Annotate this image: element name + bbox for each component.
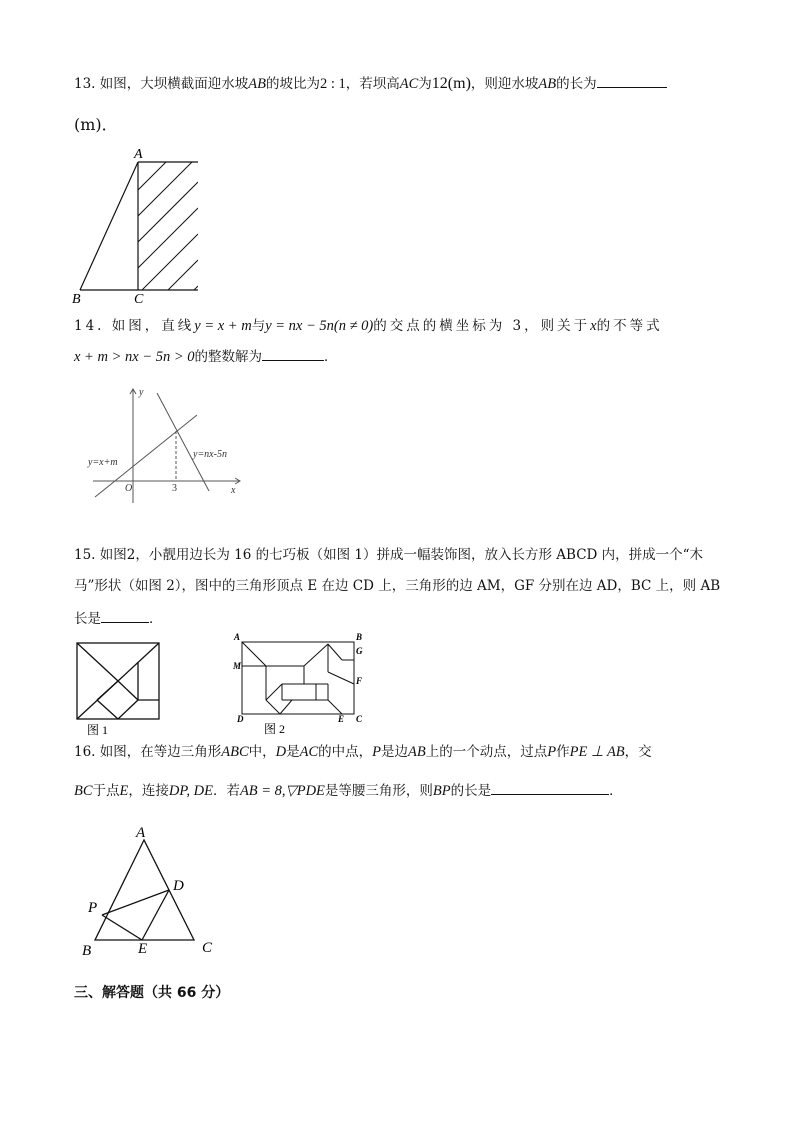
fig2-B: B [356, 632, 363, 642]
fig2-A: A [234, 632, 241, 642]
answer-blank[interactable] [101, 608, 149, 623]
q16-triangle-figure [80, 822, 225, 962]
q14-line2: x + m > nx − 5n > 0的整数解为 ． [74, 346, 337, 367]
tick-label: 3 [172, 483, 177, 494]
q16-line2: BC于点E，连接DP, DE．若AB = 8,▽PDE是等腰三角形，则BP的长是 ． [74, 780, 623, 801]
fig2-G: G [356, 646, 363, 656]
q14-line1: 14. 如图，直线y = x + m与y = nx − 5n(n ≠ 0)的交点的横坐标为 3，则关于x的不等式 [74, 318, 663, 334]
label-A: A [136, 825, 146, 841]
fig2-D: D [237, 714, 244, 724]
q16-line1: 16. 如图，在等边三角形ABC中，D是AC的中点，P是边AB上的一个动点，过点P作PE ⊥ AB，交 [74, 744, 652, 760]
answer-blank[interactable] [491, 780, 609, 795]
label-P: P [88, 900, 98, 916]
fig2-F: F [356, 676, 363, 686]
answer-blank[interactable] [262, 346, 324, 361]
tangram-figure-1 [75, 640, 161, 738]
q14-graph [85, 385, 245, 505]
line2-label: y=nx-5n [193, 449, 227, 460]
q13-line2: (m)． [74, 115, 118, 134]
y-axis-label: y [139, 387, 144, 398]
fig2-M: M [233, 661, 242, 671]
tangram-figure-2 [232, 632, 367, 738]
fig2-E: E [338, 714, 345, 724]
q13-line1: 13. 如图，大坝横截面迎水坡AB的坡比为2 : 1，若坝高AC为12(m)，则迎水坡AB的长为 [74, 73, 667, 94]
label-C: C [134, 292, 144, 307]
answer-blank[interactable] [597, 73, 667, 88]
label-D: D [173, 878, 184, 894]
label-C: C [202, 940, 213, 956]
label-A: A [134, 147, 143, 162]
q15-line3: 长是 ． [74, 608, 163, 629]
label-E: E [138, 941, 148, 957]
fig2-C: C [356, 714, 363, 724]
q15-line2: 马”形状（如图 2），图中的三角形顶点 E 在边 CD 上，三角形的边 AM，GF 分别在边 AD，BC 上，则 AB [74, 578, 721, 594]
line1-label: y=x+m [88, 457, 118, 468]
origin-label: O [125, 483, 133, 494]
label-B: B [72, 292, 81, 307]
label-B: B [82, 943, 92, 959]
fig2-caption: 图 2 [264, 722, 286, 736]
q15-line1: 15. 如图2，小靓用边长为 16 的七巧板（如图 1）拼成一幅装饰图，放入长方形 ABCD 内，拼成一个“木 [74, 547, 704, 563]
x-axis-label: x [231, 485, 236, 496]
fig1-caption: 图 1 [87, 723, 109, 737]
section-heading: 三、解答题（共 66 分） [74, 985, 230, 1001]
q13-dam-figure [72, 140, 207, 310]
